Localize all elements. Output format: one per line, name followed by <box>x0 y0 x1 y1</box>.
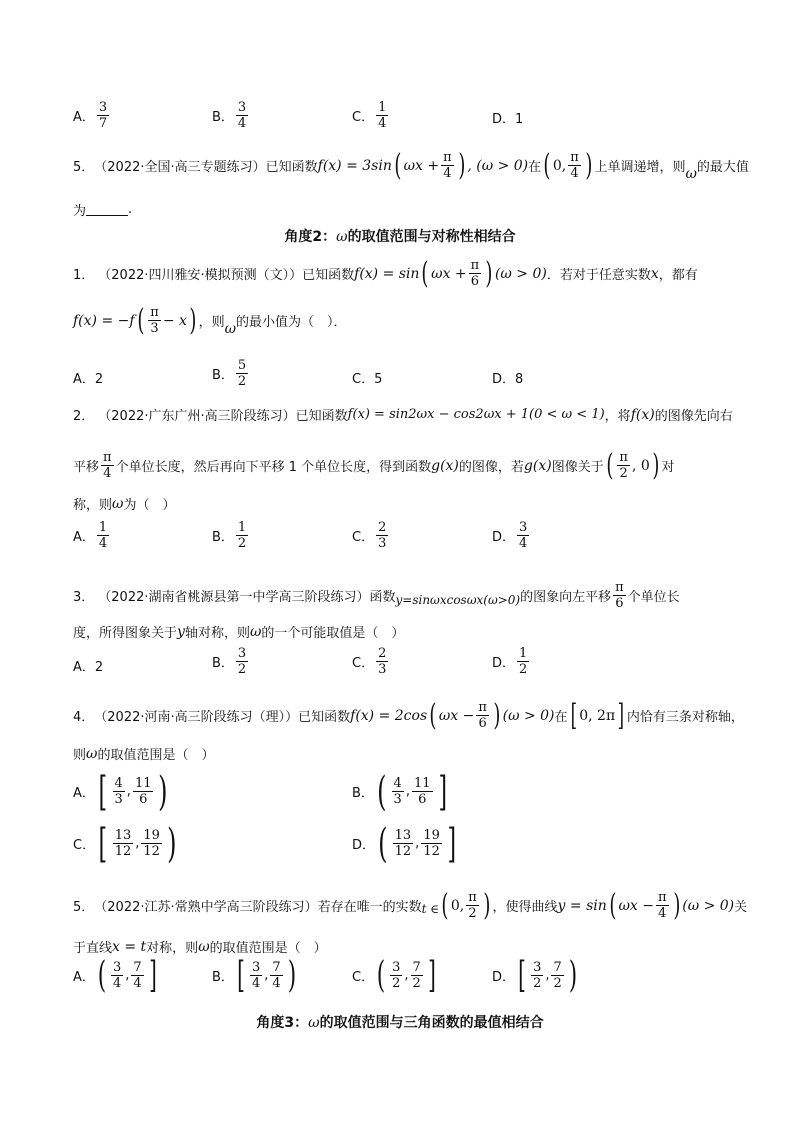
section-heading-3: 角度3：ω的取值范围与三角函数的最值相结合 <box>256 1015 544 1031</box>
s2-question-5-line-2: 于直线 x = t 对称，则 ω 的取值范围是（ ） <box>73 938 327 956</box>
fraction: $\frac{3}{4}$ <box>237 100 247 131</box>
question-5-line-1: 5． （2022·全国·高三专题练习）已知函数 f(x) = 3sin ( ωx + $\frac{\pi}{4}$ ) , (ω > 0) 在 ( 0, $\frac{\pi}{4}$ ) 上单调递增，则 ω 的最大值 <box>73 147 749 183</box>
s2-question-2-line-3: 称，则 ω 为（ ） <box>73 495 176 513</box>
s2q4-option-d: D． ( $\frac{13}{12}$ , $\frac{19}{12}$ ] <box>352 820 456 867</box>
s2q1-option-d: D．8 <box>492 372 524 387</box>
s2-question-2-line-1: 2． （2022·广东广州·高三阶段练习）已知函数 f(x) = sin2ωx − cos2ωx + 1(0 < ω < 1) ，将 f(x) 的图像先向右 <box>73 406 733 424</box>
fraction: $\frac{3}{7}$ <box>98 100 108 131</box>
s2q1-option-b: B． $\frac{5}{2}$ <box>212 358 247 389</box>
s2q4-option-a: A． [ $\frac{4}{3}$ , $\frac{11}{6}$ ) <box>73 768 168 815</box>
option-c: C． $\frac{1}{4}$ <box>352 100 387 131</box>
option-d: D．1 <box>492 112 524 127</box>
s2-question-2-line-2: 平移 $\frac{\pi}{4}$ 个单位长度，然后再向下平移 1 个单位长度，得到函数 g(x) 的图像，若 g(x) 图像关于 ( $\frac{\pi}{2}$ , 0 ) 对 <box>73 447 675 483</box>
section-heading-2: 角度2：ω的取值范围与对称性相结合 <box>284 229 516 245</box>
s2-question-3-line-2: 度，所得图象关于 y 轴对称，则 ω 的一个可能取值是（ ） <box>73 623 405 641</box>
s2q2-option-a: A． $\frac{1}{4}$ <box>73 520 108 551</box>
s2q3-option-c: C． $\frac{2}{3}$ <box>352 646 387 677</box>
s2-question-4-line-2: 则 ω 的取值范围是（ ） <box>73 745 215 763</box>
fraction: $\frac{1}{4}$ <box>378 100 387 131</box>
s2-question-1-line-2: f(x) = −f ( $\frac{\pi}{3}$ − x ) ，则 ω 的最小值为（ ）． <box>73 302 347 338</box>
s2q3-option-d: D． $\frac{1}{2}$ <box>492 646 528 677</box>
s2q2-option-d: D． $\frac{3}{4}$ <box>492 520 528 551</box>
s2q3-option-a: A．2 <box>73 660 104 675</box>
s2q1-option-a: A．2 <box>73 372 104 387</box>
s2q4-option-b: B． ( $\frac{4}{3}$ , $\frac{11}{6}$ ] <box>352 768 447 815</box>
s2q5-option-c: C． ( $\frac{3}{2}$ , $\frac{7}{2}$ ] <box>352 954 436 996</box>
s2q5-option-d: D． [ $\frac{3}{2}$ , $\frac{7}{2}$ ) <box>492 954 578 996</box>
s2q2-option-c: C． $\frac{2}{3}$ <box>352 520 387 551</box>
s2q1-option-c: C．5 <box>352 372 383 387</box>
s2-question-3-line-1: 3． （2022·湖南省桃源县第一中学高三阶段练习）函数 y=sinωxcosωx(ω>0) 的图象向左平移 $\frac{\pi}{6}$ 个单位长 <box>73 580 680 611</box>
option-a: A． $\frac{3}{7}$ <box>73 100 108 131</box>
s2-question-5-line-1: 5． （2022·江苏·常熟中学高三阶段练习）若存在唯一的实数 t ∈ ( 0, $\frac{\pi}{2}$ ) ，使得曲线 y = sin ( ωx − $\frac{\pi}{4}$ ) (ω > 0) 关 <box>73 887 748 923</box>
s2q2-option-b: B． $\frac{1}{2}$ <box>212 520 247 551</box>
s2q4-option-c: C． [ $\frac{13}{12}$ , $\frac{19}{12}$ ) <box>73 820 177 867</box>
s2-question-4-line-1: 4． （2022·河南·高三阶段练习（理））已知函数 f(x) = 2cos ( ωx − $\frac{\pi}{6}$ ) (ω > 0) 在 [ 0, 2π ] 内恰有三条对称轴， <box>73 697 744 733</box>
option-b: B． $\frac{3}{4}$ <box>212 100 247 131</box>
s2q5-option-b: B． [ $\frac{3}{4}$ , $\frac{7}{4}$ ) <box>212 954 296 996</box>
s2q5-option-a: A． ( $\frac{3}{4}$ , $\frac{7}{4}$ ] <box>73 954 157 996</box>
s2-question-1-line-1: 1． （2022·四川雅安·模拟预测（文））已知函数 f(x) = sin ( ωx + $\frac{\pi}{6}$ ) (ω > 0) ．若对于任意实数 x ，都有 <box>73 255 698 291</box>
s2q3-option-b: B． $\frac{3}{2}$ <box>212 646 247 677</box>
question-5-line-2: 为 . <box>73 202 133 219</box>
answer-blank <box>86 203 128 216</box>
